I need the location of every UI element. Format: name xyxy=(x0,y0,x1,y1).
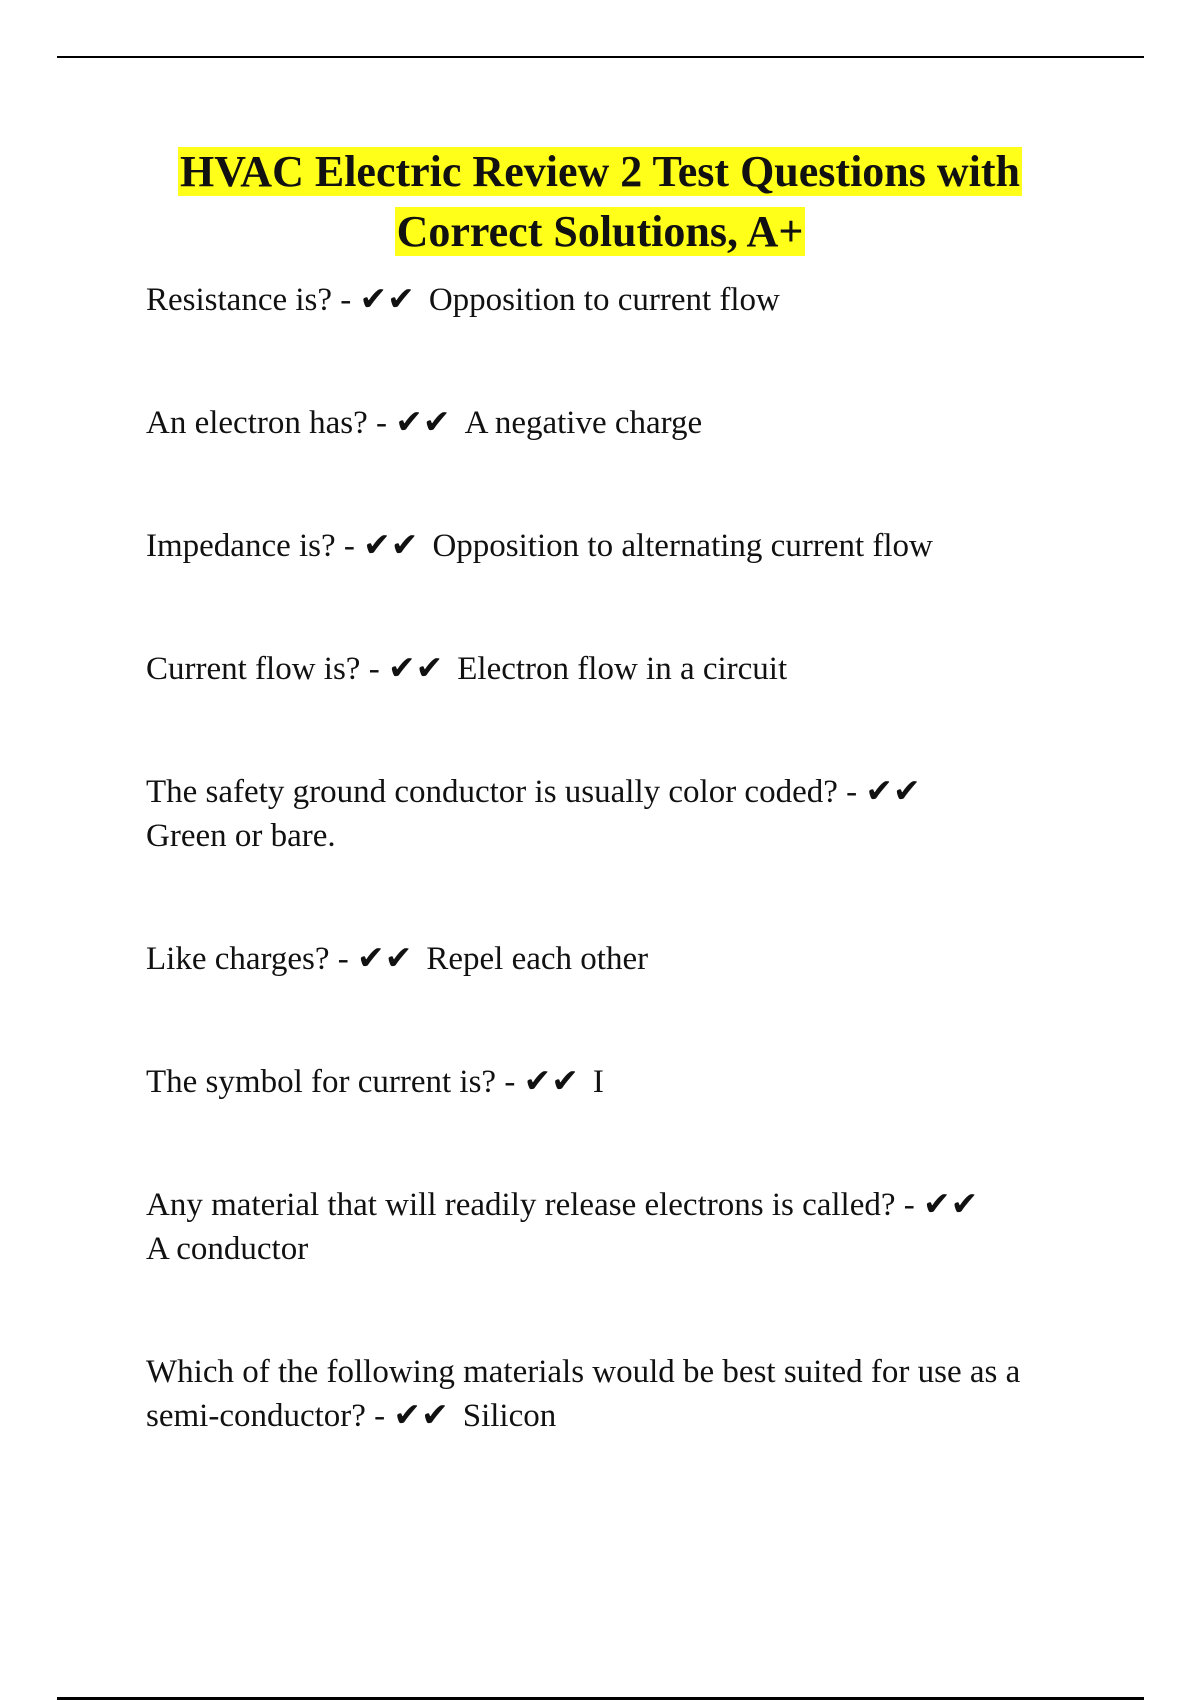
double-check-icon: ✔✔ xyxy=(395,405,451,441)
document-title xyxy=(100,142,1100,262)
qa-item: Like charges? - ✔✔ Repel each other xyxy=(146,941,649,977)
qa-item: Which of the following materials would be best suited for use as a semi-conductor? - ✔✔ Silicon xyxy=(146,1354,1021,1434)
question-text: Current flow is? xyxy=(146,651,361,687)
qa-item: Resistance is? - ✔✔ Opposition to current flow xyxy=(146,282,780,318)
double-check-icon: ✔✔ xyxy=(363,528,419,564)
question-text: The symbol for current is? xyxy=(146,1064,497,1100)
double-check-icon: ✔✔ xyxy=(523,1064,579,1100)
top-divider xyxy=(57,56,1144,58)
qa-item: Impedance is? - ✔✔ Opposition to alternating current flow xyxy=(146,528,933,564)
qa-item: The safety ground conductor is usually color coded? - ✔✔ Green or bare. xyxy=(146,774,921,854)
double-check-icon: ✔✔ xyxy=(865,774,921,810)
answer-text: Opposition to current flow xyxy=(428,282,780,318)
question-text: Like charges? xyxy=(146,941,330,977)
double-check-icon: ✔✔ xyxy=(357,941,413,977)
qa-item: Current flow is? - ✔✔ Electron flow in a circuit xyxy=(146,651,788,687)
answer-text: Electron flow in a circuit xyxy=(457,651,788,687)
question-text: Which of the following materials would be best suited for use as a semi-conductor? xyxy=(146,1354,1021,1434)
qa-item: An electron has? - ✔✔ A negative charge xyxy=(146,405,703,441)
answer-text: A negative charge xyxy=(464,405,703,441)
double-check-icon: ✔✔ xyxy=(359,282,415,318)
answer-text: Silicon xyxy=(462,1398,557,1434)
double-check-icon: ✔✔ xyxy=(393,1398,449,1434)
question-text: The safety ground conductor is usually color coded? xyxy=(146,774,838,810)
question-answer-list xyxy=(146,278,1096,1517)
answer-text: Opposition to alternating current flow xyxy=(432,528,933,564)
question-text: Any material that will readily release electrons is called? xyxy=(146,1187,896,1223)
answer-text: Repel each other xyxy=(426,941,649,977)
answer-text: I xyxy=(592,1064,604,1100)
question-text: An electron has? xyxy=(146,405,368,441)
double-check-icon: ✔✔ xyxy=(387,651,444,687)
title-line-1: HVAC Electric Review 2 Test Questions with xyxy=(179,147,1021,196)
answer-text: Green or bare. xyxy=(146,818,336,854)
title-line-2: Correct Solutions, A+ xyxy=(396,207,804,256)
question-text: Impedance is? xyxy=(146,528,336,564)
question-text: Resistance is? xyxy=(146,282,333,318)
qa-item: The symbol for current is? - ✔✔ I xyxy=(146,1064,604,1100)
answer-text: A conductor xyxy=(146,1231,309,1267)
qa-item: Any material that will readily release electrons is called? - ✔✔ A conductor xyxy=(146,1187,979,1267)
double-check-icon: ✔✔ xyxy=(923,1187,979,1223)
